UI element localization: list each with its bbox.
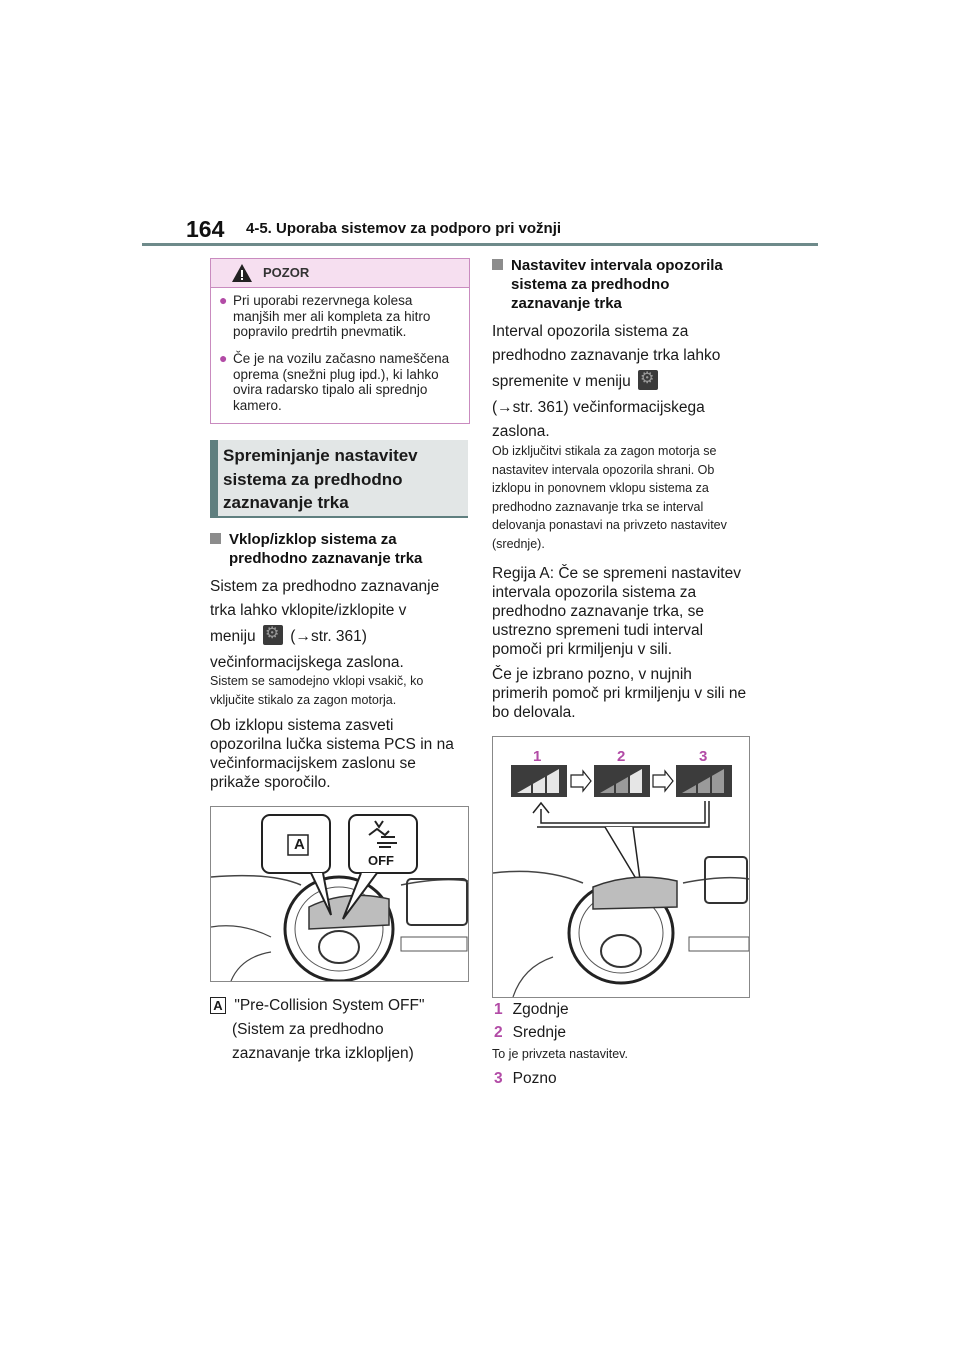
figure-pcs-off [210, 806, 469, 982]
figure-label-a: A [294, 836, 305, 853]
paragraph-line: trka lahko vklopite/izklopite v [210, 602, 407, 619]
figure-number: 1 [533, 748, 542, 765]
paragraph-text: spremenite v meniju [492, 373, 631, 390]
square-bullet-icon [492, 259, 503, 270]
caution-box [210, 258, 470, 424]
list-item [494, 1023, 752, 1042]
list-item [494, 1000, 752, 1019]
figure-number: 3 [699, 748, 708, 765]
paragraph: Ob izklopu sistema zasveti opozorilna lučka sistema PCS in na večinformacijskem zaslonu se prikaže sporočilo. [210, 717, 454, 791]
section-heading [210, 440, 468, 518]
list-number: 3 [494, 1070, 503, 1087]
indicator-medium [594, 765, 650, 797]
interval-illustration [493, 737, 749, 997]
header-rule [142, 243, 818, 246]
note: Sistem se samodejno vklopi vsakič, ko vključite stikalo za zagon motorja. [210, 674, 424, 707]
caution-item-text: Če je na vozilu začasno nameščena oprema (snežni plug ipd.), ki lahko ovira radarsko tipalo ali sprednjo kamero. [233, 351, 450, 413]
indicator-late [676, 765, 732, 797]
indicator-early [511, 765, 567, 797]
paragraph-line: Interval opozorila sistema za [492, 323, 689, 340]
caution-item-text: Pri uporabi rezervnega kolesa manjših mer ali kompleta za hitro popravilo predrtih pnevmatik. [233, 293, 431, 339]
figure-caption [210, 994, 468, 1066]
paragraph [492, 320, 752, 444]
paragraph-text: meniju [210, 628, 256, 645]
paragraph-line [492, 370, 752, 394]
paragraph [210, 575, 470, 675]
subheading-text: Vklop/izklop sistema za predhodno zaznavanje trka [229, 531, 423, 567]
subheading-text: Nastavitev intervala opozorila sistema za predhodno zaznavanje trka [511, 257, 723, 312]
figure-number: 2 [617, 748, 626, 765]
paragraph: Regija A: Če se spremeni nastavitev intervala opozorila sistema za predhodno zaznavanje trka, se ustrezno spremeni tudi interval pomoči pri krmiljenju v sili. [492, 565, 741, 658]
section-title: Spreminjanje nastavitev sistema za predhodno zaznavanje trka [223, 446, 418, 512]
paragraph-line: zaslona. [492, 423, 550, 440]
caution-header [211, 259, 469, 288]
paragraph: Če je izbrano pozno, v nujnih primerih pomoč pri krmiljenju v sili ne bo delovala. [492, 666, 747, 721]
list-item [494, 1069, 752, 1088]
paragraph-line [210, 625, 470, 649]
caption-text: "Pre-Collision System OFF" [234, 997, 425, 1014]
warning-icon [231, 263, 253, 283]
off-label: OFF [368, 853, 394, 868]
caution-title: POZOR [263, 265, 310, 280]
list-note: To je privzeta nastavitev. [492, 1047, 628, 1061]
bullet-icon: ● [219, 292, 228, 308]
square-bullet-icon [210, 533, 221, 544]
chapter-title: 4-5. Uporaba sistemov za podporo pri vožnji [246, 220, 562, 237]
settings-gear-icon [638, 370, 658, 390]
caution-item [219, 293, 459, 340]
list-label: Zgodnje [512, 1001, 569, 1018]
paragraph-line: (→str. 361) večinformacijskega [492, 399, 705, 416]
caption-label-a: A [210, 997, 226, 1014]
settings-gear-icon [263, 625, 283, 645]
subheading [210, 530, 468, 568]
caption-line: zaznavanje trka izklopljen) [232, 1045, 414, 1062]
list-number: 1 [494, 1001, 503, 1018]
page-reference: (→str. 361) [290, 628, 367, 645]
note: Ob izključitvi stikala za zagon motorja se nastavitev intervala opozorila shrani. Ob izklopu in ponovnem vklopu sistema za predhodno zaznavanje trka se interval delovanja ponastavi na privzeto nastavitev (srednje). [492, 444, 727, 551]
paragraph-line: večinformacijskega zaslona. [210, 654, 404, 671]
list-label: Srednje [512, 1024, 567, 1041]
caution-item [219, 351, 459, 413]
subheading [492, 256, 752, 313]
caption-line: (Sistem za predhodno [232, 1021, 384, 1038]
page-number: 164 [186, 216, 225, 242]
bullet-icon: ● [219, 350, 228, 366]
list-number: 2 [494, 1024, 503, 1041]
paragraph-line: predhodno zaznavanje trka lahko [492, 347, 721, 364]
caption-line [210, 994, 468, 1018]
paragraph-line: Sistem za predhodno zaznavanje [210, 578, 440, 595]
list-label: Pozno [512, 1070, 557, 1087]
figure-warning-interval [492, 736, 750, 998]
dashboard-illustration [211, 807, 468, 981]
